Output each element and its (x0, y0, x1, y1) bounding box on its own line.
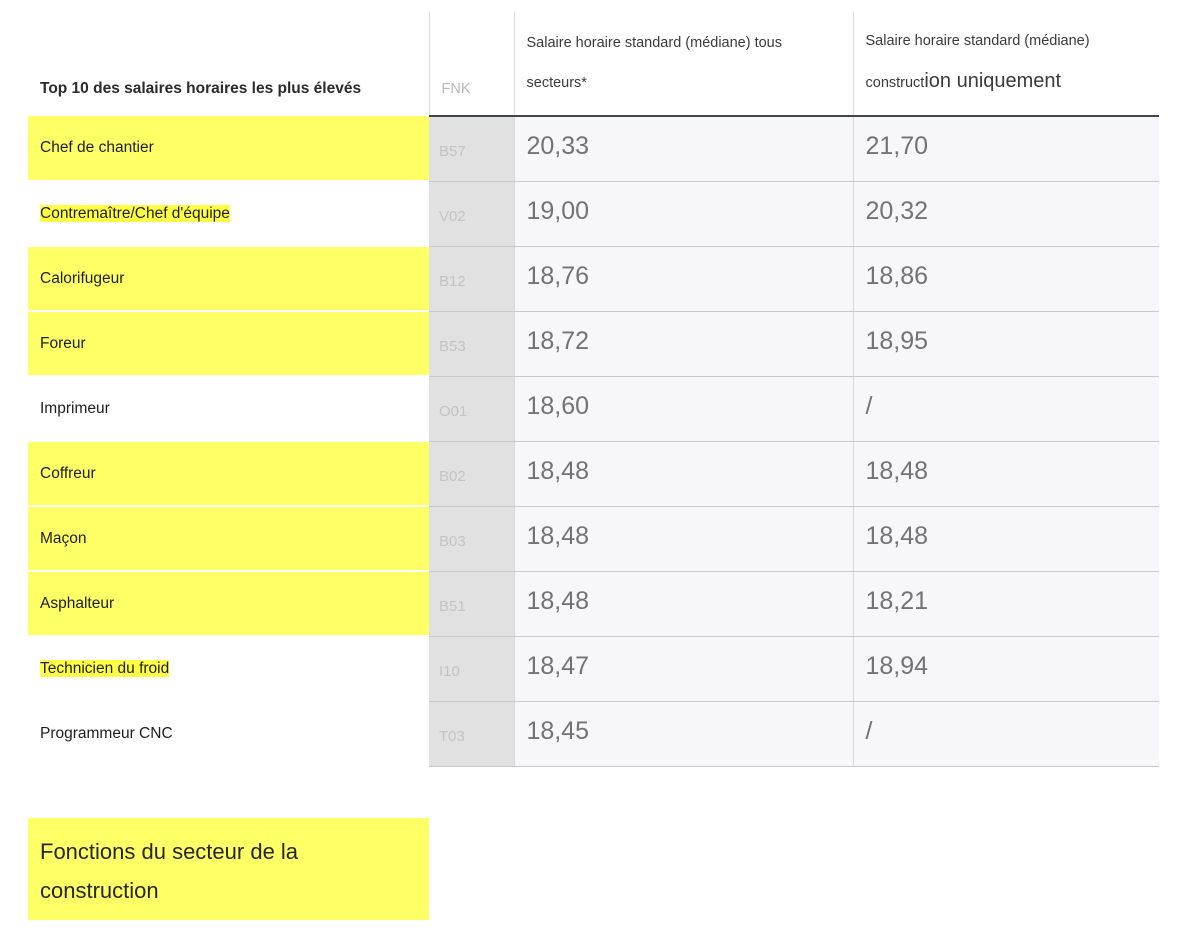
fnk-code: B57 (429, 116, 514, 181)
job-title-cell (28, 571, 429, 636)
header-job-title: Top 10 des salaires horaires les plus élevés (40, 80, 362, 97)
fnk-code: V02 (429, 181, 514, 246)
median-construction-value: 21,70 (853, 116, 1159, 181)
fnk-code: B51 (429, 571, 514, 636)
header-median-all-sectors: Salaire horaire standard (médiane) tous secteurs* (514, 12, 853, 116)
table-row (28, 116, 1159, 181)
median-all-sectors-value: 20,33 (514, 116, 853, 181)
fnk-code: I10 (429, 636, 514, 701)
median-construction-value: 18,48 (853, 506, 1159, 571)
job-title: Coffreur (40, 464, 96, 482)
median-construction-value: 18,95 (853, 311, 1159, 376)
median-construction-value: 18,48 (853, 441, 1159, 506)
fnk-code: B02 (429, 441, 514, 506)
table-body (28, 116, 1159, 766)
job-title-cell (28, 376, 429, 441)
header-fnk: FNK (429, 12, 514, 116)
job-title: Calorifugeur (40, 269, 125, 287)
median-all-sectors-value: 18,45 (514, 701, 853, 766)
table-row (28, 181, 1159, 246)
job-title-cell (28, 311, 429, 376)
table-row (28, 506, 1159, 571)
median-all-sectors-value: 18,47 (514, 636, 853, 701)
median-all-sectors-value: 18,60 (514, 376, 853, 441)
table-row (28, 441, 1159, 506)
job-title: Chef de chantier (40, 139, 154, 156)
median-all-sectors-value: 18,76 (514, 246, 853, 311)
table-row (28, 571, 1159, 636)
table-row (28, 701, 1159, 766)
median-all-sectors-value: 18,48 (514, 571, 853, 636)
fnk-code: B12 (429, 246, 514, 311)
median-construction-value: / (853, 701, 1159, 766)
median-construction-value: 18,21 (853, 571, 1159, 636)
median-all-sectors-value: 18,48 (514, 506, 853, 571)
job-title: Asphalteur (40, 594, 115, 612)
salary-table (28, 12, 1159, 767)
salary-table-container (28, 12, 1159, 767)
job-title: Imprimeur (40, 399, 110, 417)
job-title: Foreur (40, 334, 86, 352)
fnk-code: T03 (429, 701, 514, 766)
job-title: Maçon (40, 529, 87, 547)
job-title-cell (28, 701, 429, 766)
median-all-sectors-value: 18,48 (514, 441, 853, 506)
job-title-cell (28, 636, 429, 701)
median-construction-value: / (853, 376, 1159, 441)
table-row (28, 376, 1159, 441)
table-header-row (28, 12, 1159, 116)
fnk-code: B03 (429, 506, 514, 571)
table-row (28, 636, 1159, 701)
fnk-code: O01 (429, 376, 514, 441)
job-title: Programmeur CNC (40, 724, 173, 742)
job-title-cell (28, 441, 429, 506)
job-title: Contremaître/Chef d'équipe (40, 204, 230, 222)
median-construction-value: 18,86 (853, 246, 1159, 311)
legend-construction-functions: Fonctions du secteur de la construction (28, 818, 429, 920)
median-all-sectors-value: 18,72 (514, 311, 853, 376)
header-construction-part2: ion uniquement (924, 70, 1062, 92)
median-construction-value: 18,94 (853, 636, 1159, 701)
table-row (28, 311, 1159, 376)
median-construction-value: 20,32 (853, 181, 1159, 246)
median-all-sectors-value: 19,00 (514, 181, 853, 246)
table-row (28, 246, 1159, 311)
fnk-code: B53 (429, 311, 514, 376)
job-title-cell (28, 181, 429, 246)
job-title-cell (28, 246, 429, 311)
header-median-construction (853, 12, 1159, 116)
header-construction-part1: Salaire horaire standard (médiane) construct (865, 33, 1090, 91)
job-title-cell (28, 506, 429, 571)
job-title: Technicien du froid (40, 659, 170, 677)
job-title-cell (28, 116, 429, 181)
